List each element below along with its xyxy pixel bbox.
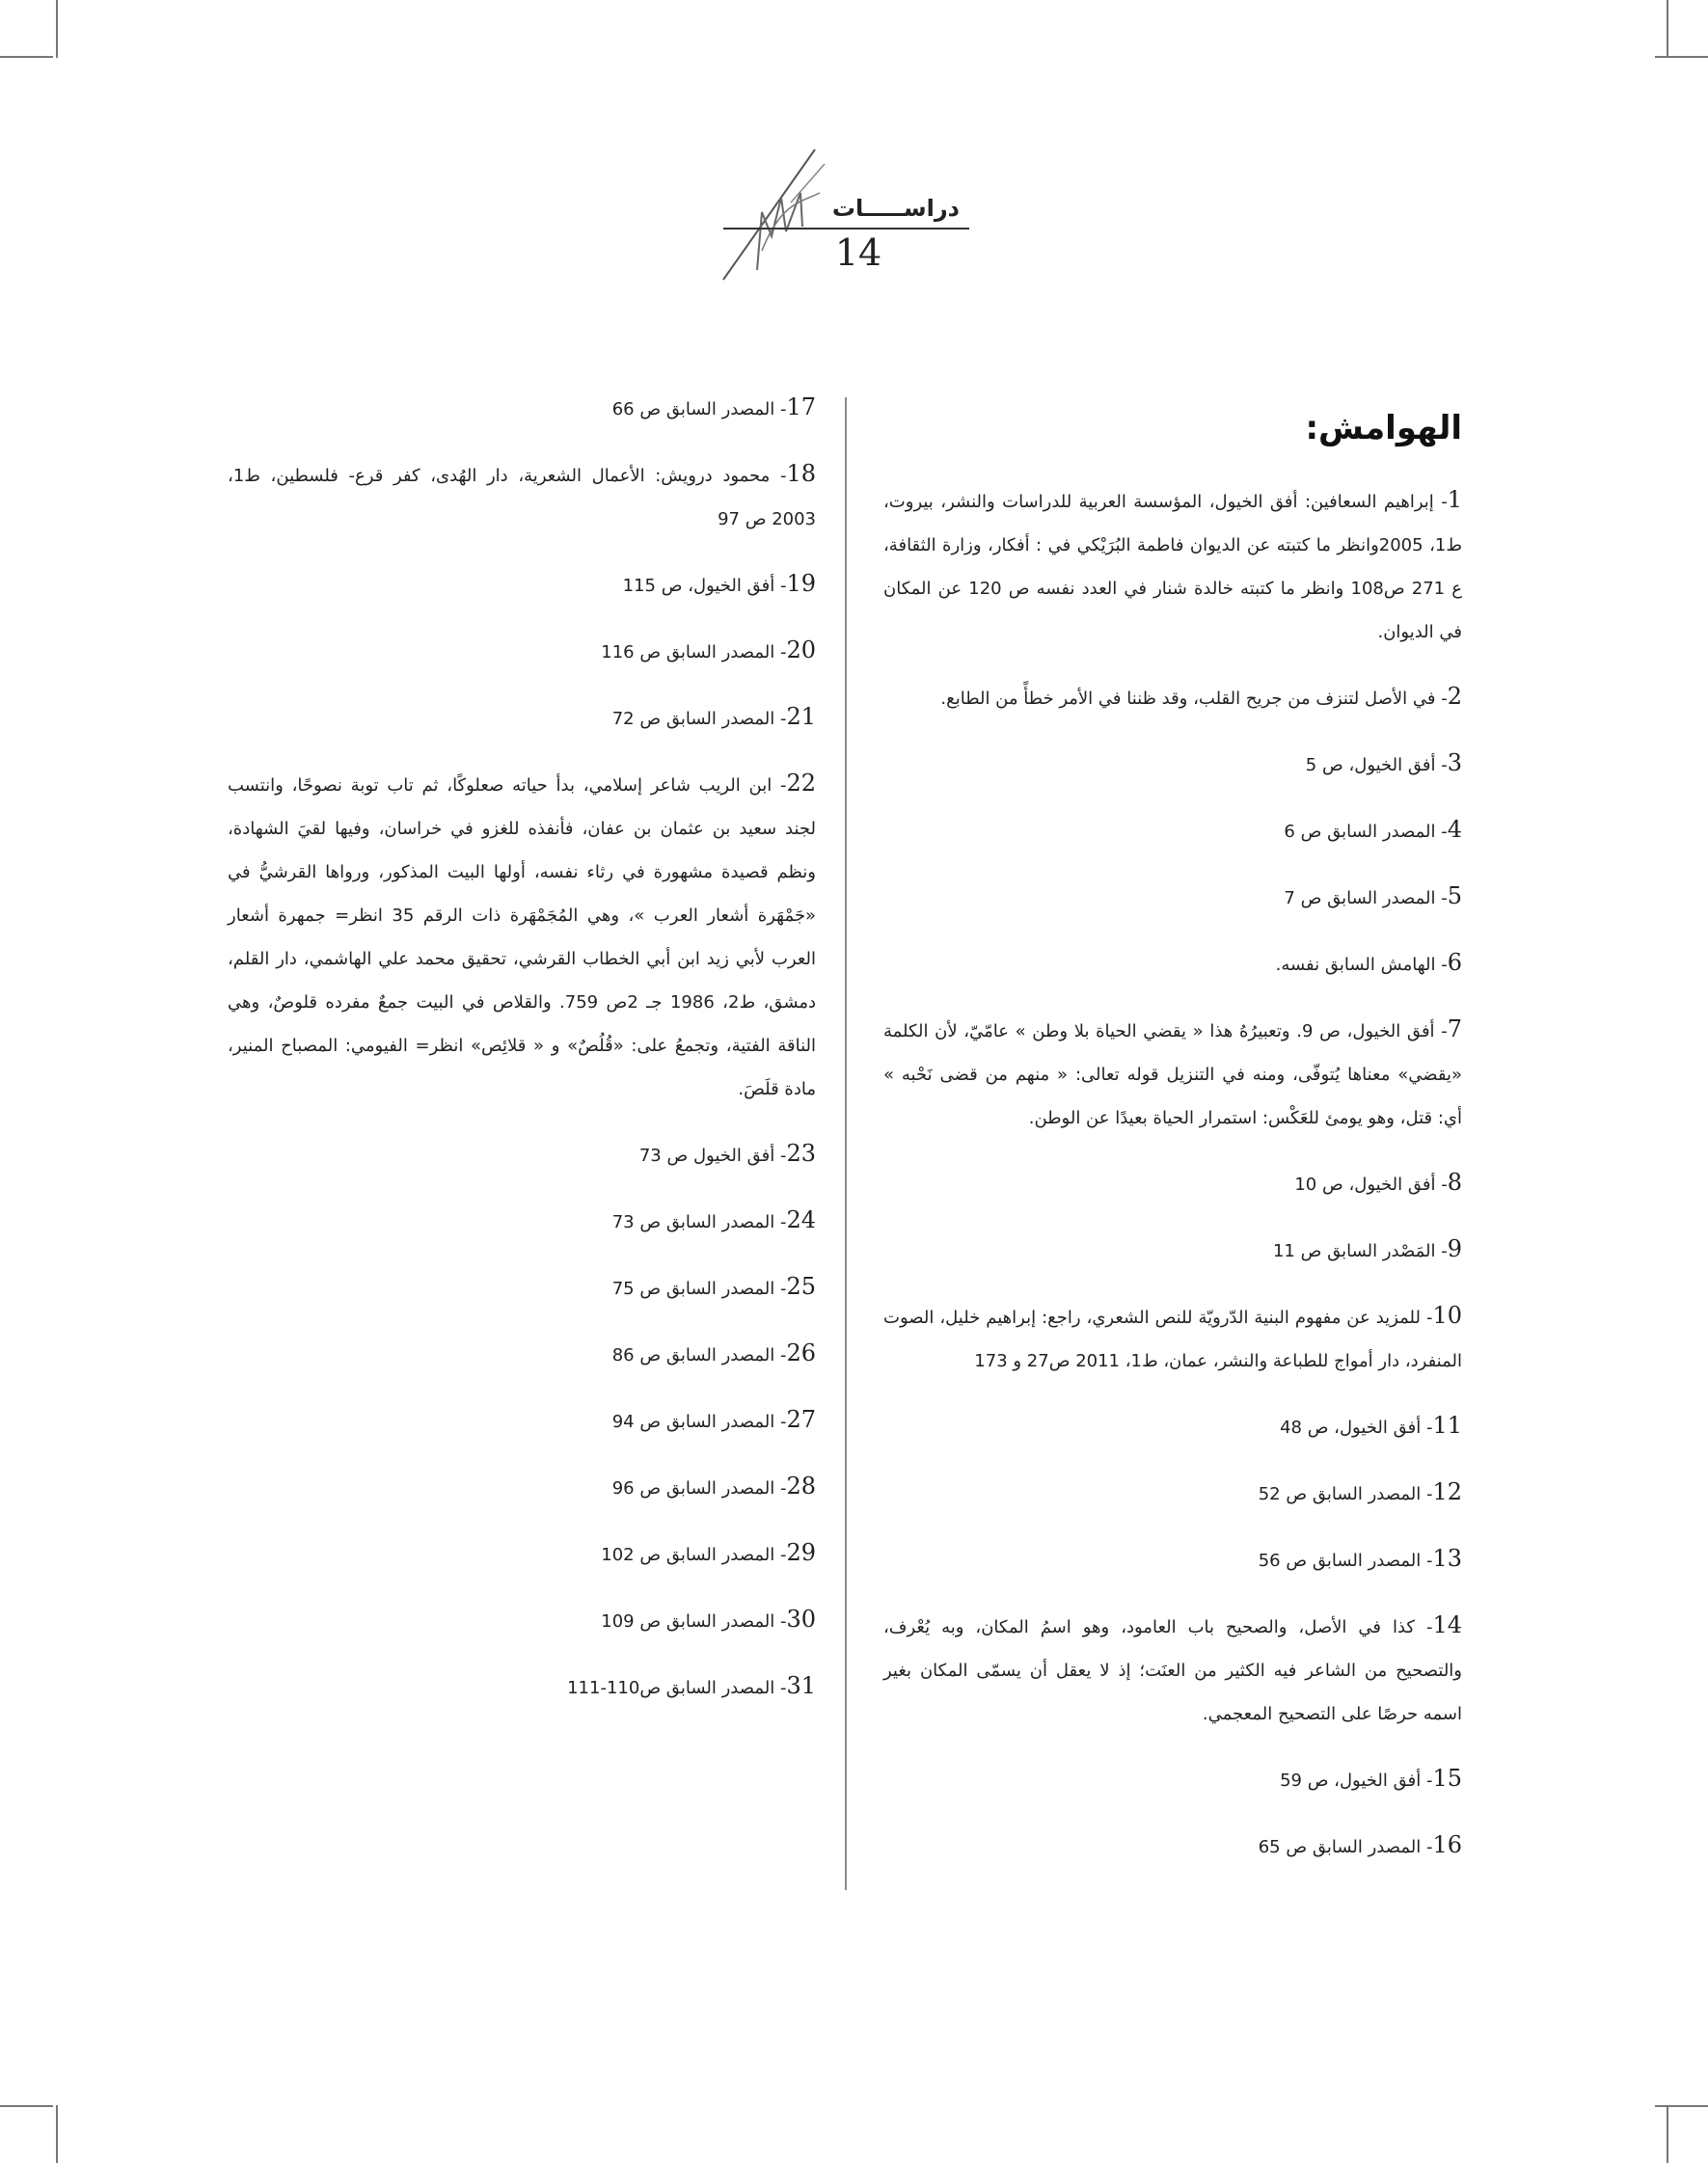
footnote-number: 7	[1447, 1015, 1462, 1042]
page-number: 14	[834, 231, 882, 274]
footnote	[883, 875, 1462, 920]
footnote	[228, 386, 816, 431]
crop-mark	[1667, 2105, 1668, 2163]
crop-mark	[1655, 2105, 1708, 2107]
footnote-text: - إبراهيم السعافين: أفق الخيول، المؤسسة العربية للدراسات والنشر، بيروت، ط1، 2005وانظر ما كتبته عن الديوان فاطمة البُرَيْكي في : أفكار، وزارة الثقافة، ع 271 ص108 وانظر ما كتبته خالدة شنار في العدد نفسه ص 120 عن المكان في الديوان.	[883, 492, 1463, 642]
footnote-text: - المصدر السابق ص 94	[611, 1412, 787, 1432]
footnote-number: 3	[1447, 749, 1462, 776]
footnote-text: - المصدر السابق ص 56	[1258, 1551, 1433, 1571]
footnote-number: 24	[786, 1206, 816, 1233]
footnote	[228, 562, 816, 608]
footnote-number: 2	[1447, 683, 1462, 710]
footnote-number: 5	[1447, 882, 1462, 909]
footnote-text: - المصدر السابق ص 86	[611, 1345, 787, 1365]
footnote-number: 23	[786, 1140, 816, 1167]
footnote	[883, 941, 1462, 987]
footnote-text: - المصدر السابق ص 116	[601, 642, 787, 662]
footnotes-column-left	[228, 386, 816, 1731]
footnote-number: 29	[786, 1539, 816, 1566]
footnote-text: - المصدر السابق ص 102	[601, 1545, 787, 1565]
footnote	[883, 1294, 1462, 1383]
footnote-text: - أفق الخيول، ص 10	[1294, 1175, 1448, 1195]
footnote-text: - المصدر السابق ص 66	[611, 399, 787, 419]
footnote-number: 12	[1432, 1478, 1462, 1505]
footnote-number: 22	[786, 770, 816, 797]
footnote-text: - أفق الخيول، ص 5	[1305, 755, 1448, 775]
footnote-text: - المصدر السابق ص 65	[1258, 1837, 1433, 1857]
footnote	[883, 478, 1462, 654]
footnote	[883, 1008, 1462, 1140]
footnote-number: 20	[786, 636, 816, 663]
footnote-number: 30	[786, 1606, 816, 1633]
footnote	[228, 1332, 816, 1377]
footnote-number: 31	[786, 1672, 816, 1699]
crop-mark	[1667, 0, 1668, 58]
footnote-text: - المصدر السابق ص 96	[611, 1478, 787, 1499]
footnote	[228, 762, 816, 1111]
footnotes-heading: الهوامش:	[1305, 409, 1462, 447]
footnote-text: - المصدر السابق ص 75	[611, 1279, 787, 1299]
crop-mark	[1655, 56, 1708, 58]
footnote-number: 17	[786, 393, 816, 420]
footnote	[228, 1199, 816, 1244]
footnote	[228, 1598, 816, 1643]
footnote-text: - المصدر السابق ص 7	[1284, 888, 1448, 908]
footnote-number: 9	[1447, 1235, 1462, 1262]
footnote-number: 26	[786, 1339, 816, 1366]
footnote-text: - محمود درويش: الأعمال الشعرية، دار الهُدى، كفر قرع- فلسطين، ط1، 2003 ص 97	[228, 466, 816, 529]
footnotes-list-left	[228, 386, 816, 1710]
footnote-number: 13	[1432, 1545, 1462, 1572]
footnotes-column-right	[883, 386, 1462, 1890]
footnote-text: - المصدر السابق ص 6	[1284, 822, 1448, 842]
footnote	[883, 1537, 1462, 1582]
footnote	[228, 1465, 816, 1510]
footnote-text: - في الأصل لتنزف من جريح القلب، وقد ظننا في الأمر خطأً من الطابع.	[940, 689, 1448, 709]
footnote-text: - ابن الريب شاعر إسلامي، بدأ حياته صعلوكًا، ثم تاب توبة نصوحًا، وانتسب لجند سعيد بن عثمان بن عفان، فأنفذه للغزو في خراسان، وفيها لقيَ الشهادة، ونظم قصيدة مشهورة في رثاء نفسه، أولها البيت المذكور، ورواها القرشيُّ في «جَمْهَرة أشعار العرب »، وهي المُجَمْهَرة ذات الرقم 35 انظر= جمهرة أشعار العرب لأبي زيد ابن أبي الخطاب القرشي، تحقيق محمد علي الهاشمي، دار القلم، دمشق، ط2، 1986 جـ 2ص 759. والقلاص في البيت جمعٌ مفرده قلوصٌ، وهي الناقة الفتية، وتجمعُ على: «قُلُصٌ» و « قلائِص» انظر= الفيومي: المصباح المنير، مادة قلَصَ.	[228, 775, 817, 1099]
footnote	[883, 1824, 1462, 1869]
crop-mark	[56, 0, 58, 58]
column-divider	[845, 397, 847, 1890]
footnote	[883, 1161, 1462, 1206]
footnote	[883, 1604, 1462, 1736]
footnote	[228, 695, 816, 741]
footnote	[883, 1228, 1462, 1273]
crop-mark	[56, 2105, 58, 2163]
footnote-number: 4	[1447, 816, 1462, 843]
page-header	[675, 145, 984, 299]
footnote	[228, 1398, 816, 1444]
section-title: دراســـــات	[831, 195, 960, 222]
footnote-number: 28	[786, 1473, 816, 1500]
footnote-text: - المصدر السابق ص 109	[601, 1611, 787, 1632]
footnote-text: - المَصْدر السابق ص 11	[1272, 1241, 1448, 1261]
footnote	[883, 1471, 1462, 1516]
footnote-text: - أفق الخيول، ص 115	[622, 576, 787, 596]
footnote-text: - المصدر السابق ص110-111	[567, 1678, 787, 1698]
footnote-number: 6	[1447, 949, 1462, 976]
footnote-number: 25	[786, 1273, 816, 1300]
crop-mark	[0, 56, 53, 58]
footnote-number: 14	[1432, 1611, 1462, 1638]
footnote	[883, 675, 1462, 720]
crop-mark	[0, 2105, 53, 2107]
footnote	[228, 629, 816, 674]
footnote	[228, 1265, 816, 1311]
footnote	[883, 1404, 1462, 1449]
footnote-text: - أفق الخيول، ص 9. وتعبيرُهُ هذا « يقضي الحياة بلا وطن » عامّيّ، لأن الكلمة «يقضي» معناها يُتوفّى، ومنه في التنزيل قوله تعالى: « منهم من قضى نَحْبه » أي: قتل، وهو يومئ للعَكْس: استمرار الحياة بعيدًا عن الوطن.	[883, 1021, 1462, 1128]
footnote-number: 1	[1447, 486, 1462, 513]
footnote-text: - أفق الخيول ص 73	[638, 1146, 787, 1166]
footnote-text: - للمزيد عن مفهوم البنية الدّرويّة للنص الشعري، راجع: إبراهيم خليل، الصوت المنفرد، دار أمواج للطباعة والنشر، عمان، ط1، 2011 ص27 و 173	[883, 1308, 1462, 1371]
footnote-number: 8	[1447, 1169, 1462, 1196]
footnote	[883, 1757, 1462, 1802]
footnote	[228, 1531, 816, 1577]
footnote-number: 21	[786, 703, 816, 730]
header-rule	[723, 228, 969, 230]
footnote	[883, 808, 1462, 853]
footnote-number: 27	[786, 1406, 816, 1433]
footnote-text: - المصدر السابق ص 52	[1258, 1484, 1433, 1504]
footnote-text: - كذا في الأصل، والصحيح باب العامود، وهو اسمُ المكان، وبه يُعْرف، والتصحيح من الشاعر فيه الكثير من العنَت؛ إذ لا يعقل أن يسمّى المكان بغير اسمه حرصًا على التصحيح المعجمي.	[883, 1617, 1462, 1724]
footnote-text: - المصدر السابق ص 73	[611, 1212, 787, 1232]
footnotes-list-right	[883, 478, 1462, 1869]
footnote-number: 16	[1432, 1831, 1462, 1858]
footnote	[228, 452, 816, 541]
footnote-number: 15	[1432, 1765, 1462, 1792]
footnote	[883, 742, 1462, 787]
footnote-text: - أفق الخيول، ص 59	[1280, 1771, 1433, 1791]
footnote-number: 18	[786, 460, 816, 487]
footnote-text: - المصدر السابق ص 72	[611, 709, 787, 729]
footnote-text: - الهامش السابق نفسه.	[1275, 955, 1448, 975]
footnote-number: 10	[1432, 1302, 1462, 1329]
footnote	[228, 1664, 816, 1710]
footnote	[228, 1132, 816, 1177]
footnote-text: - أفق الخيول، ص 48	[1280, 1418, 1433, 1438]
footnote-number: 19	[786, 570, 816, 597]
footnote-number: 11	[1432, 1412, 1462, 1439]
